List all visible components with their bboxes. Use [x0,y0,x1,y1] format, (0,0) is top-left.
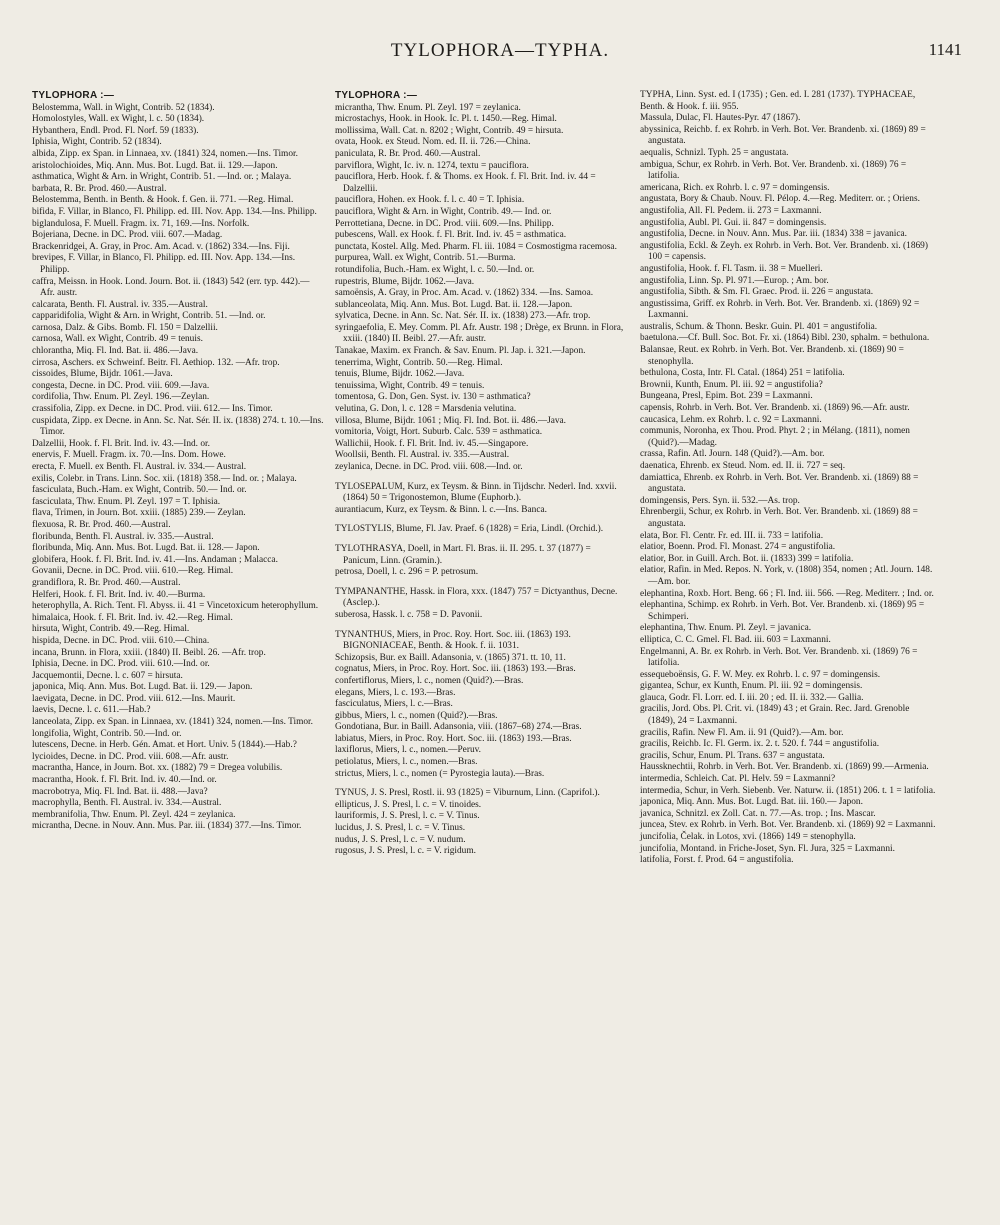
species-entry: japonica, Miq. Ann. Mus. Bot. Lugd. Bat. ii. 129.— Japon. [32,682,253,693]
species-entry: Belostemma, Wall. in Wight, Contrib. 52 (1834). [32,102,215,113]
species-entry: Ehrenbergii, Schur, ex Rohrb. in Verh. Bot. Ver. Brandenb. xi. (1869) 88 = angustata. [640,507,918,529]
species-entry: floribunda, Benth. Fl. Austral. iv. 335.—Austral. [32,531,214,542]
species-entry: Bojeriana, Decne. in DC. Prod. viii. 607.—Madag. [32,230,223,241]
page-header [0,40,1000,70]
species-entry: purpurea, Wall. ex Wight, Contrib. 51.—Burma. [335,253,516,264]
species-entry: asthmatica, Wight & Arn. in Wright, Contrib. 51. —Ind. or. ; Malaya. [32,172,292,183]
species-entry: biglandulosa, F. Muell. Fragm. ix. 71, 169.—Ins. Norfolk. [32,218,250,229]
species-entry: crassifolia, Zipp. ex Decne. in DC. Prod. viii. 612.— Ins. Timor. [32,404,273,415]
species-entry: domingensis, Pers. Syn. ii. 532.—As. trop. [640,495,800,506]
species-entry: villosa, Blume, Bijdr. 1061 ; Miq. Fl. Ind. Bot. ii. 486.—Java. [335,415,567,426]
species-entry: angustifolia, All. Fl. Pedem. ii. 273 = Laxmanni. [640,205,822,216]
species-entry: elatior, Boenn. Prod. Fl. Monast. 274 = angustifolia. [640,542,836,553]
entry-list [32,103,324,833]
species-entry: congesta, Decne. in DC. Prod. viii. 609.—Java. [32,380,210,391]
species-entry: angustifolia, Eckl. & Zeyh. ex Rohrb. in Verh. Bot. Ver. Brandenb. xi. (1869) 100 = capensis. [640,240,928,263]
species-entry: sublanceolata, Miq. Ann. Mus. Bot. Lugd. Bat. ii. 128.—Japon. [335,299,573,310]
species-entry: laxiflorus, Miers, l. c., nomen.—Peruv. [335,745,482,756]
species-entry: elatior, Bor. in Guill. Arch. Bot. ii. (1833) 399 = latifolia. [640,553,854,564]
species-entry: pauciflora, Herb. Hook. f. & Thoms. ex Hook. f. Fl. Brit. Ind. iv. 44 = Dalzellii. [335,172,596,194]
species-entry: ellipticus, J. S. Presl, l. c. = V. tinoides. [335,799,482,810]
species-entry: floribunda, Miq. Ann. Mus. Bot. Lugd. Bat. ii. 128.— Japon. [32,543,260,554]
species-entry: sylvatica, Decne. in Ann. Sc. Nat. Sér. II. ix. (1838) 273.—Afr. trop. [335,311,591,322]
species-entry: Engelmanni, A. Br. ex Rohrb. in Verh. Bot. Ver. Brandenb. xi. (1869) 76 = latifolia. [640,646,918,669]
species-entry: pauciflora, Hohen. ex Hook. f. l. c. 40 = T. Iphisia. [335,195,525,206]
species-entry: Helferi, Hook. f. Fl. Brit. Ind. iv. 40.—Burma. [32,589,206,600]
species-entry: elata, Bor. Fl. Centr. Fr. ed. III. ii. 733 = latifolia. [640,530,824,541]
species-entry: velutina, G. Don, l. c. 128 = Marsdenia velutina. [335,404,517,415]
species-entry: juncea, Stev. ex Rohrb. in Verh. Bot. Ver. Brandenb. xi. (1869) 92 = Laxmanni. [640,820,936,831]
species-entry: petiolatus, Miers, l. c., nomen.—Bras. [335,757,478,768]
species-entry: heterophylla, A. Rich. Tent. Fl. Abyss. ii. 41 = Vincetoxicum heterophyllum. [32,601,319,612]
species-entry: tenuissima, Wight, Contrib. 49 = tenuis. [335,380,485,391]
species-entry: Gondotiana, Bur. in Baill. Adansonia, viii. (1867–68) 274.—Bras. [335,722,582,733]
species-entry: Balansae, Reut. ex Rohrb. in Verh. Bot. Ver. Brandenb. xi. (1869) 90 = stenophylla. [640,345,904,367]
species-entry: glauca, Godr. Fl. Lorr. ed. I. iii. 20 ; ed. II. ii. 332.— Gallia. [640,692,864,703]
species-entry: rugosus, J. S. Presl, l. c. = V. rigidum. [335,846,476,857]
species-entry: Brownii, Kunth, Enum. Pl. iii. 92 = angustifolia? [640,379,823,390]
species-entry: ovata, Hook. ex Steud. Nom. ed. II. ii. 726.—China. [335,137,531,148]
species-entry: communis, Noronha, ex Thou. Prod. Phyt. 2 ; in Mélang. (1811), nomen (Quid?).—Madag. [640,426,910,448]
species-entry: pubescens, Wall. ex Hook. f. Fl. Brit. Ind. iv. 45 = asthmatica. [335,230,567,241]
species-entry: angustifolia, Decne. in Nouv. Ann. Mus. Par. iii. (1834) 338 = javanica. [640,229,908,240]
column-right [640,90,936,867]
species-entry: lauriformis, J. S. Presl, l. c. = V. Tinus. [335,811,480,822]
species-entry: erecta, F. Muell. ex Benth. Fl. Austral. iv. 334.— Austral. [32,462,247,472]
species-entry: Govanii, Decne. in DC. Prod. viii. 610.—Reg. Himal. [32,566,234,577]
genus-heading [32,90,324,103]
species-entry: Iphisia, Decne. in DC. Prod. viii. 610.—Ind. or. [32,659,210,670]
species-entry: chlorantha, Miq. Fl. Ind. Bat. ii. 486.—Java. [32,346,199,357]
species-entry: fasciculata, Thw. Enum. Pl. Zeyl. 197 = T. Iphisia. [32,496,221,507]
species-entry: zeylanica, Decne. in DC. Prod. viii. 608.—Ind. or. [335,462,523,472]
species-entry: angustifolia, Aubl. Pl. Gui. ii. 847 = domingensis. [640,217,827,228]
species-entry: juncifolia, Montand. in Friche-Joset, Syn. Fl. Jura, 325 = Laxmanni. [640,843,895,854]
species-entry: Dalzellii, Hook. f. Fl. Brit. Ind. iv. 43.—Ind. or. [32,438,210,449]
species-entry: mollissima, Wall. Cat. n. 8202 ; Wight, Contrib. 49 = hirsuta. [335,125,564,136]
species-entry: elatior, Rafin. in Med. Repos. N. York, v. (1808) 354, nomen ; Atl. Journ. 148.—Am. bor. [640,565,933,587]
species-entry: Schizopsis, Bur. ex Baill. Adansonia, v. (1865) 371. tt. 10, 11. [335,652,566,663]
species-entry: carnosa, Wall. ex Wight, Contrib. 49 = tenuis. [32,334,203,345]
species-entry: latifolia, Forst. f. Prod. 64 = angustifolia. [640,855,794,866]
species-entry: hirsuta, Wight, Contrib. 49.—Reg. Himal. [32,624,190,635]
species-entry: membranifolia, Thw. Enum. Pl. Zeyl. 424 = zeylanica. [32,809,236,820]
genus-heading [335,90,628,103]
species-entry: tenerrima, Wight, Contrib. 50.—Reg. Himal. [335,357,503,368]
species-entry: vomitoria, Voigt, Hort. Suburb. Calc. 539 = asthmatica. [335,427,543,438]
species-entry: flava, Trimen, in Journ. Bot. xxiii. (1885) 239.— Zeylan. [32,508,246,519]
species-entry: bifida, F. Villar, in Blanco, Fl. Philipp. ed. III. Nov. App. 134.—Ins. Philipp. [32,206,317,217]
species-entry: capensis, Rohrb. in Verh. Bot. Ver. Brandenb. xi. (1869) 96.—Afr. austr. [640,403,910,414]
species-entry: baetulona.—Cf. Bull. Soc. Bot. Fr. xi. (1864) Bibl. 230, sphalm. = bethulona. [640,333,930,344]
species-entry: confertiflorus, Miers, l. c., nomen (Quid?).—Bras. [335,675,524,686]
species-entry: cognatus, Miers, in Proc. Roy. Hort. Soc. iii. (1863) 193.—Bras. [335,664,576,675]
species-entry: damiattica, Ehrenb. ex Rohrb. in Verh. Bot. Ver. Brandenb. xi. (1869) 88 = angustata. [640,472,919,495]
column-left [32,90,324,833]
species-entry: cissoides, Blume, Bijdr. 1061.—Java. [32,369,173,380]
species-entry: himalaica, Hook. f. Fl. Brit. Ind. iv. 42.—Reg. Himal. [32,612,233,623]
species-entry: Perrottetiana, Decne. in DC. Prod. viii. 609.—Ins. Philipp. [335,218,554,229]
species-entry: incana, Brunn. in Flora, xxiii. (1840) II. Beibl. 26. —Afr. trop. [32,647,266,658]
species-entry: tomentosa, G. Don, Gen. Syst. iv. 130 = asthmatica? [335,392,531,403]
species-entry: cuspidata, Zipp. ex Decne. in Ann. Sc. Nat. Sér. II. ix. (1838) 274. t. 10.—Ins. Timor. [32,415,324,438]
species-entry: Wallichii, Hook. f. Fl. Brit. Ind. iv. 45.—Singapore. [335,438,529,449]
species-entry: angustifolia, Linn. Sp. Pl. 971.—Europ. ; Am. bor. [640,275,829,286]
species-entry: javanica, Schnitzl. ex Zoll. Cat. n. 77.—As. trop. ; Ins. Mascar. [640,808,876,819]
species-entry: calcarata, Benth. Fl. Austral. iv. 335.—Austral. [32,299,208,310]
running-title: TYLOPHORA—TYPHA. [390,40,610,61]
species-entry: lycioides, Decne. in DC. Prod. viii. 608.—Afr. austr. [32,751,229,762]
species-entry: cordifolia, Thw. Enum. Pl. Zeyl. 196.—Zeylan. [32,392,210,403]
species-entry: longifolia, Wight, Contrib. 50.—Ind. or. [32,728,182,739]
species-entry: elephantina, Roxb. Hort. Beng. 66 ; Fl. Ind. iii. 566. —Reg. Mediterr. ; Ind. or. [640,588,934,599]
species-entry: carnosa, Dalz. & Gibs. Bomb. Fl. 150 = Dalzellii. [32,322,218,333]
species-entry: gibbus, Miers, l. c., nomen (Quid?).—Bras. [335,710,498,721]
species-entry: crassa, Rafin. Atl. Journ. 148 (Quid?).—Am. bor. [640,449,825,460]
species-entry: fasciculatus, Miers, l. c.—Bras. [335,699,453,710]
species-entry: brevipes, F. Villar, in Blanco, Fl. Philipp. ed. III. Nov. App. 134.—Ins. Philipp. [32,253,296,275]
species-entry: micrantha, Decne. in Nouv. Ann. Mus. Par. iii. (1834) 377.—Ins. Timor. [32,821,302,832]
species-entry: daenatica, Ehrenb. ex Steud. Nom. ed. II. ii. 727 = seq. [640,461,846,471]
species-entry: Haussknechtii, Rohrb. in Verh. Bot. Ver. Brandenb. xi. (1869) 99.—Armenia. [640,762,929,773]
species-entry: tenuis, Blume, Bijdr. 1062.—Java. [335,369,465,380]
species-entry: caucasica, Lehm. ex Rohrb. l. c. 92 = Laxmanni. [640,414,822,425]
species-entry: caffra, Meissn. in Hook. Lond. Journ. Bot. ii. (1843) 542 (err. typ. 442).—Afr. austr. [32,276,310,299]
species-entry: micrantha, Thw. Enum. Pl. Zeyl. 197 = zeylanica. [335,102,521,113]
species-entry: Brackenridgei, A. Gray, in Proc. Am. Acad. v. (1862) 334.—Ins. Fiji. [32,241,290,252]
species-entry: Jacquemontii, Decne. l. c. 607 = hirsuta. [32,670,183,681]
species-entry: suberosa, Hassk. l. c. 758 = D. Pavonii. [335,609,483,620]
species-entry: elephantina, Thw. Enum. Pl. Zeyl. = javanica. [640,623,812,634]
species-entry: albida, Zipp. ex Span. in Linnaea, xv. (1841) 324, nomen.—Ins. Timor. [32,148,298,159]
species-entry: Massula, Dulac, Fl. Hautes-Pyr. 47 (1867). [640,113,801,124]
genus-entry: TYLOSEPALUM, Kurz, ex Teysm. & Binn. in Tijdschr. Nederl. Ind. xxvii. (1864) 50 = Trigonostemon, Blume (Euphorb.). [335,481,617,504]
species-entry: lutescens, Decne. in Herb. Gén. Amat. et Hort. Univ. 5 (1844).—Hab.? [32,740,297,751]
species-entry: Bungeana, Presl, Epim. Bot. 239 = Laxmanni. [640,391,813,402]
species-entry: Iphisia, Wight, Contrib. 52 (1834). [32,137,162,148]
species-entry: labiatus, Miers, in Proc. Roy. Hort. Soc. iii. (1863) 193.—Bras. [335,733,572,744]
species-entry: hispida, Decne. in DC. Prod. viii. 610.—China. [32,635,210,646]
species-entry: angustissima, Griff. ex Rohrb. in Verh. Bot. Ver. Brandenb. xi. (1869) 92 = Laxmanni. [640,298,920,321]
genus-entry: TYMPANANTHE, Hassk. in Flora, xxx. (1847) 757 = Dictyanthus, Decne. (Asclep.). [335,586,618,609]
species-entry: rotundifolia, Buch.-Ham. ex Wight, l. c. 50.—Ind. or. [335,264,535,275]
species-entry: australis, Schum. & Thonn. Beskr. Guin. Pl. 401 = angustifolia. [640,321,878,332]
species-entry: barbata, R. Br. Prod. 460.—Austral. [32,183,167,194]
genus-entry: TYLOTHRASYA, Doell, in Mart. Fl. Bras. ii. II. 295. t. 37 (1877) = Panicum, Linn. (Gramin.). [335,543,591,566]
species-entry: macrobotrya, Miq. Fl. Ind. Bat. ii. 488.—Java? [32,786,208,797]
species-entry: gigantea, Schur, ex Kunth, Enum. Pl. iii. 92 = domingensis. [640,681,863,692]
species-entry: paniculata, R. Br. Prod. 460.—Austral. [335,148,481,159]
species-entry: exilis, Colebr. in Trans. Linn. Soc. xii. (1818) 358.— Ind. or. ; Malaya. [32,473,297,484]
genera-list [335,482,628,858]
species-entry: ambigua, Schur, ex Rohrb. in Verh. Bot. Ver. Brandenb. xi. (1869) 76 = latifolia. [640,159,907,182]
species-entry: Hybanthera, Endl. Prod. Fl. Norf. 59 (1833). [32,125,199,136]
species-entry: japonica, Miq. Ann. Mus. Bot. Lugd. Bat. iii. 160.— Japon. [640,797,863,808]
species-entry: abyssinica, Reichb. f. ex Rohrb. in Verh. Bot. Ver. Brandenb. xi. (1869) 89 = angustata. [640,124,926,147]
species-entry: grandiflora, R. Br. Prod. 460.—Austral. [32,577,181,588]
species-entry: capparidifolia, Wight & Arn. in Wright, Contrib. 51. —Ind. or. [32,311,266,322]
species-entry: globifera, Hook. f. Fl. Brit. Ind. iv. 41.—Ins. Andaman ; Malacca. [32,554,278,565]
species-entry: bethulona, Costa, Intr. Fl. Catal. (1864) 251 = latifolia. [640,368,845,379]
species-entry: punctata, Kostel. Allg. Med. Pharm. Fl. iii. 1084 = Cosmostigma racemosa. [335,241,617,252]
species-entry: nudus, J. S. Presl, l. c. = V. nudum. [335,834,466,845]
species-entry: cirrosa, Aschers. ex Schweinf. Beitr. Fl. Aethiop. 132. —Afr. trop. [32,357,280,368]
species-entry: Homolostyles, Wall. ex Wight, l. c. 50 (1834). [32,114,205,125]
species-entry: gracilis, Rafin. New Fl. Am. ii. 91 (Quid?).—Am. bor. [640,727,844,738]
species-entry: aurantiacum, Kurz, ex Teysm. & Binn. l. c.—Ins. Banca. [335,504,547,515]
species-entry: strictus, Miers, l. c., nomen (= Pyrostegia lauta).—Bras. [335,768,545,779]
genus-entry: TYNUS, J. S. Presl, Rostl. ii. 93 (1825) = Viburnum, Linn. (Caprifol.). [335,788,600,799]
species-entry: lucidus, J. S. Presl, l. c. = V. Tinus. [335,823,466,834]
species-entry: macrantha, Hook. f. Fl. Brit. Ind. iv. 40.—Ind. or. [32,775,217,786]
species-entry: elliptica, C. C. Gmel. Fl. Bad. iii. 603 = Laxmanni. [640,634,831,645]
species-entry: intermedia, Schur, in Verh. Siebenb. Ver. Naturw. ii. (1851) 206. t. 1 = latifolia. [640,785,936,796]
species-entry: aristolochioides, Miq. Ann. Mus. Bot. Lugd. Bat. ii. 129.—Japon. [32,160,278,171]
species-entry: elegans, Miers, l. c. 193.—Bras. [335,687,456,698]
species-entry: gracilis, Reichb. Ic. Fl. Germ. ix. 2. t. 520. f. 744 = angustifolia. [640,739,880,750]
species-entry: elephantina, Schimp. ex Rohrb. in Verh. Bot. Ver. Brandenb. xi. (1869) 95 = Schimperi. [640,600,925,622]
species-entry: Tanakae, Maxim. ex Franch. & Sav. Enum. Pl. Jap. i. 321.—Japon. [335,346,586,357]
species-entry: macrophylla, Benth. Fl. Austral. iv. 334.—Austral. [32,798,222,809]
species-entry: Woollsii, Benth. Fl. Austral. iv. 335.—Austral. [335,450,510,461]
species-entry: macrantha, Hance, in Journ. Bot. xx. (1882) 79 = Dregea volubilis. [32,763,283,774]
genus-entry: TYNANTHUS, Miers, in Proc. Roy. Hort. Soc. iii. (1863) 193. BIGNONIACEAE, Benth. & Hook. f. ii. 1031. [335,629,571,652]
species-entry: flexuosa, R. Br. Prod. 460.—Austral. [32,519,171,530]
species-entry: laevigata, Decne. in DC. Prod. viii. 612.—Ins. Maurit. [32,693,236,704]
genus-heading: TYPHA, Linn. Syst. ed. I (1735) ; Gen. ed. I. 281 (1737). TYPHACEAE, Benth. & Hook. f. iii. 955. [640,90,916,112]
species-entry: lanceolata, Zipp. ex Span. in Linnaea, xv. (1841) 324, nomen.—Ins. Timor. [32,717,313,728]
species-entry: Belostemma, Benth. in Benth. & Hook. f. Gen. ii. 771. —Reg. Himal. [32,195,294,206]
entry-list [335,103,628,474]
column-middle [335,90,628,858]
species-entry: aequalis, Schnizl. Typh. 25 = angustata. [640,147,789,158]
page-number: 1141 [928,40,962,59]
species-entry: angustifolia, Sibth. & Sm. Fl. Graec. Prod. ii. 226 = angustata. [640,287,874,298]
species-entry: petrosa, Doell, l. c. 296 = P. petrosum. [335,567,479,578]
species-entry: gracilis, Schur, Enum. Pl. Trans. 637 = angustata. [640,750,825,761]
species-entry: enervis, F. Muell. Fragm. ix. 70.—Ins. Dom. Howe. [32,450,226,461]
species-entry: laevis, Decne. l. c. 611.—Hab.? [32,705,151,716]
species-entry: intermedia, Schleich. Cat. Pl. Helv. 59 = Laxmanni? [640,774,836,785]
species-entry: angustifolia, Hook. f. Fl. Tasm. ii. 38 = Muelleri. [640,263,823,274]
entry-list [640,113,936,867]
species-entry: fasciculata, Buch.-Ham. ex Wight, Contrib. 50.— Ind. or. [32,485,247,496]
species-entry: samoënsis, A. Gray, in Proc. Am. Acad. v. (1862) 334. —Ins. Samoa. [335,288,594,299]
genus-entry: TYLOSTYLIS, Blume, Fl. Jav. Praef. 6 (1828) = Eria, Lindl. (Orchid.). [335,524,604,535]
species-entry: rupestris, Blume, Bijdr. 1062.—Java. [335,276,475,287]
species-entry: pauciflora, Wight & Arn. in Wight, Contrib. 49.— Ind. or. [335,206,552,217]
species-entry: essequeboënsis, G. F. W. Mey. ex Rohrb. l. c. 97 = domingensis. [640,669,881,680]
genus-name: TYLOPHORA :— [32,90,115,101]
species-entry: angustata, Bory & Chaub. Nouv. Fl. Pélop. 4.—Reg. Mediterr. or. ; Oriens. [640,194,920,205]
species-entry: americana, Rich. ex Rohrb. l. c. 97 = domingensis. [640,182,830,193]
species-entry: gracilis, Jord. Obs. Pl. Crit. vi. (1849) 43 ; et Grain. Rec. Jard. Grenoble (1849), 24 = Laxmanni. [640,704,910,727]
species-entry: juncifolia, Čelak. in Lotos, xvi. (1866) 149 = stenophylla. [640,832,856,842]
species-entry: parviflora, Wight, Ic. iv. n. 1274, textu = pauciflora. [335,160,529,171]
genus-name: TYLOPHORA :— [335,90,418,101]
species-entry: syringaefolia, E. Mey. Comm. Pl. Afr. Austr. 198 ; Drège, ex Brunn. in Flora, xxiii. (1840) II. Beibl. 27.—Afr. austr. [335,322,624,345]
species-entry: microstachys, Hook. in Hook. Ic. Pl. t. 1450.—Reg. Himal. [335,114,557,125]
